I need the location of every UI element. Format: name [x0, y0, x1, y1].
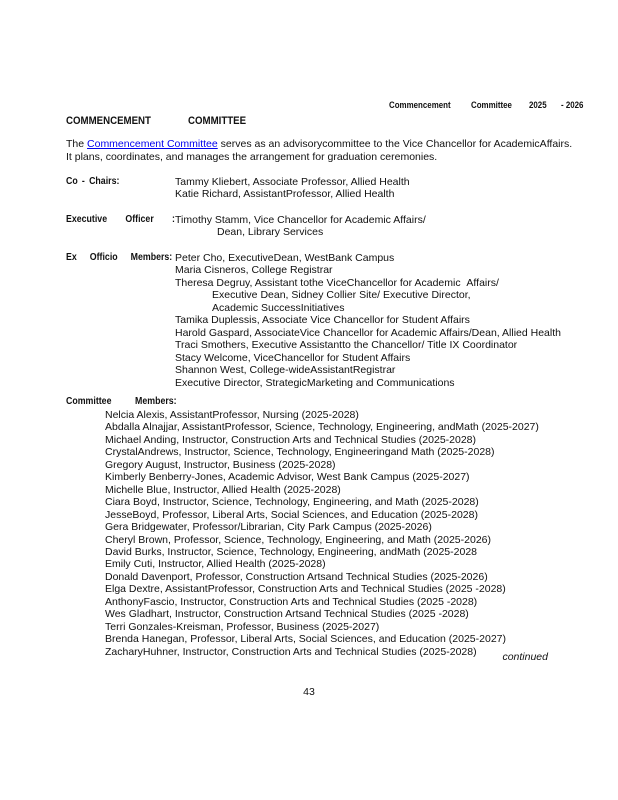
- page-title: [66, 115, 386, 129]
- executive-officer-label: Executive Officer :: [66, 214, 175, 225]
- committee-member-entry: Brenda Hanegan, Professor, Liberal Arts, Social Sciences, and Education (2025-2027): [105, 633, 506, 646]
- ex-officio-list: [175, 252, 602, 389]
- committee-member-entry: Emily Cuti, Instructor, Allied Health (2025-2028): [105, 558, 326, 571]
- intro-paragraph: [66, 138, 598, 163]
- ex-officio-label: Ex Officio Members:: [66, 252, 173, 263]
- running-header: [389, 100, 587, 110]
- committee-member-entry: David Burks, Instructor, Science, Technology, Engineering, andMath (2025-2028: [105, 545, 477, 558]
- ex-officio-entry: Harold Gaspard, AssociateVice Chancellor for Academic Affairs/Dean, Allied Health: [175, 326, 561, 339]
- ex-officio-entry: Stacy Welcome, ViceChancellor for Student Affairs: [175, 351, 411, 364]
- co-chair-entry: Tammy Kliebert, Associate Professor, Allied Health: [175, 176, 410, 188]
- intro-line-1: [66, 138, 598, 151]
- committee-member-entry: JesseBoyd, Professor, Liberal Arts, Social Sciences, and Education (2025-2028): [105, 508, 478, 521]
- committee-member-entry: CrystalAndrews, Instructor, Science, Technology, Engineeringand Math (2025-2028): [105, 446, 495, 459]
- commencement-committee-link[interactable]: Commencement Committee: [87, 138, 218, 150]
- committee-member-entry: Ciara Boyd, Instructor, Science, Technology, Engineering, and Math (2025-2028): [105, 496, 479, 509]
- committee-member-entry: Gera Bridgewater, Professor/Librarian, City Park Campus (2025-2026): [105, 521, 432, 534]
- committee-member-entry: AnthonyFascio, Instructor, Construction Arts and Technical Studies (2025 -2028): [105, 595, 478, 608]
- committee-member-entry: Donald Davenport, Professor, Construction Artsand Technical Studies (2025-2026): [105, 570, 488, 583]
- committee-member-entry: Abdalla Alnajjar, AssistantProfessor, Science, Technology, Engineering, andMath (2025-2027): [105, 421, 539, 434]
- running-header-word: 2025: [529, 100, 548, 110]
- committee-member-entry: ZacharyHuhner, Instructor, Construction Arts and Technical Studies (2025-2028): [105, 645, 477, 658]
- committee-member-entry: Nelcia Alexis, AssistantProfessor, Nursing (2025-2028): [105, 409, 359, 421]
- co-chair-entry: Katie Richard, AssistantProfessor, Allied Health: [175, 188, 395, 201]
- ex-officio-entry: Executive Director, StrategicMarketing and Communications: [175, 376, 455, 389]
- committee-member-entry: Kimberly Benberry-Jones, Academic Advisor, West Bank Campus (2025-2027): [105, 471, 470, 484]
- intro-line-2: It plans, coordinates, and manages the arrangement for graduation ceremonies.: [66, 150, 438, 163]
- section-co-chairs: [66, 176, 602, 201]
- intro-text-after-link: serves as an advisorycommittee to the Vice Chancellor for AcademicAffairs.: [217, 138, 573, 150]
- running-header-word: - 2026: [561, 100, 584, 110]
- committee-member-entry: Terri Gonzales-Kreisman, Professor, Business (2025-2027): [105, 620, 380, 633]
- co-chairs-list: [175, 176, 602, 201]
- continued-note: continued: [502, 651, 548, 663]
- committee-members-list: [105, 409, 602, 658]
- running-header-word: Committee: [470, 100, 512, 110]
- page-number: 43: [303, 686, 315, 698]
- committee-member-entry: Michelle Blue, Instructor, Allied Health (2025-2028): [105, 483, 341, 496]
- committee-member-entry: Wes Gladhart, Instructor, Construction Artsand Technical Studies (2025 -2028): [105, 608, 469, 621]
- ex-officio-entry: Executive Dean, Sidney Collier Site/ Executive Director,: [212, 289, 471, 302]
- ex-officio-entry: Traci Smothers, Executive Assistantto the Chancellor/ Title IX Coordinator: [175, 339, 518, 352]
- executive-officer-entry: Timothy Stamm, Vice Chancellor for Academic Affairs/: [175, 214, 426, 226]
- ex-officio-entry: Maria Cisneros, College Registrar: [175, 264, 333, 277]
- ex-officio-entry: Peter Cho, ExecutiveDean, WestBank Campus: [175, 252, 395, 264]
- running-header-word: Commencement: [389, 100, 451, 110]
- committee-member-entry: Elga Dextre, AssistantProfessor, Construction Arts and Technical Studies (2025 -2028): [105, 583, 506, 596]
- ex-officio-entry: Tamika Duplessis, Associate Vice Chancellor for Student Affairs: [175, 314, 470, 327]
- executive-officer-list: [175, 214, 602, 239]
- section-committee-members: [66, 396, 602, 658]
- committee-members-label: Committee Members:: [66, 396, 177, 407]
- co-chairs-label: Co - Chairs:: [66, 176, 120, 187]
- committee-member-entry: Gregory August, Instructor, Business (2025-2028): [105, 458, 336, 471]
- section-executive-officer: [66, 214, 602, 239]
- executive-officer-entry: Dean, Library Services: [217, 226, 324, 239]
- ex-officio-entry: Academic SuccessInitiatives: [212, 301, 345, 314]
- intro-text-before-link: The: [66, 138, 88, 150]
- page-title-right: COMMITTEE: [188, 115, 247, 127]
- committee-member-entry: Cheryl Brown, Professor, Science, Technology, Engineering, and Math (2025-2026): [105, 533, 491, 546]
- ex-officio-entry: Shannon West, College-wideAssistantRegistrar: [175, 364, 396, 377]
- ex-officio-entry: Theresa Degruy, Assistant tothe ViceChancellor for Academic Affairs/: [175, 276, 499, 289]
- committee-member-entry: Michael Anding, Instructor, Construction Arts and Technical Studies (2025-2028): [105, 433, 477, 446]
- section-ex-officio: [66, 252, 602, 389]
- page-title-left: COMMENCEMENT: [66, 115, 151, 127]
